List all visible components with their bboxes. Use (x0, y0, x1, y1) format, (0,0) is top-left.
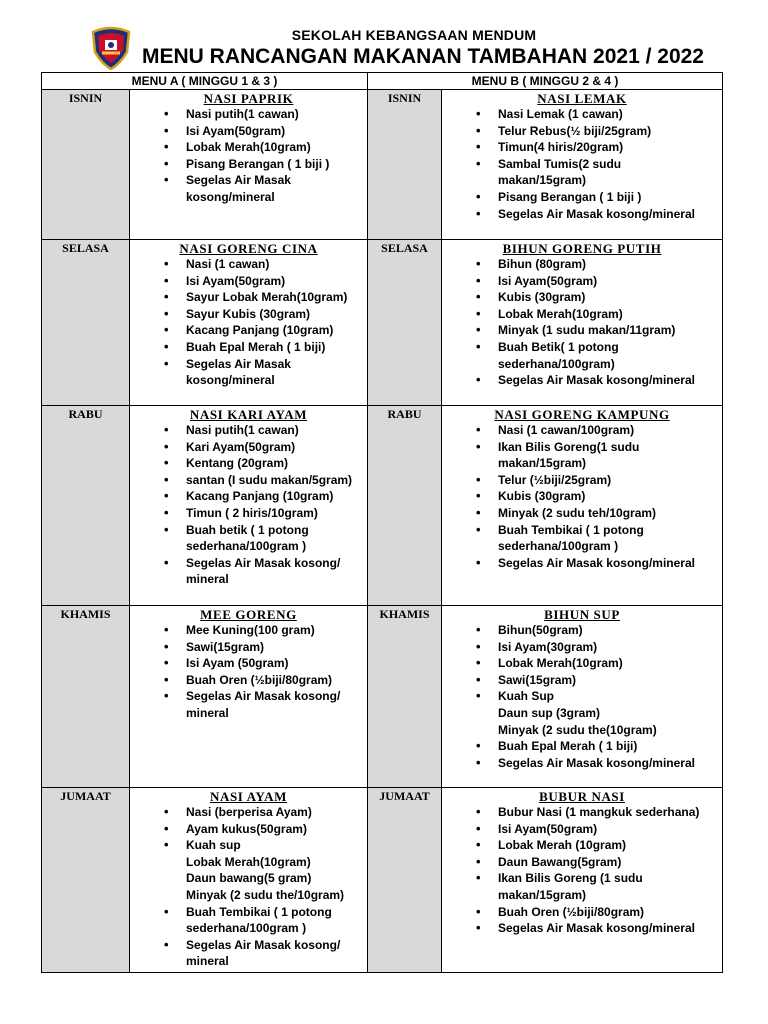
ingredient-item: • Sawi(15gram) (186, 639, 363, 656)
day-label: ISNIN (368, 90, 442, 240)
dish-name: BUBUR NASI (539, 789, 625, 804)
ingredient-item: • Isi Ayam(50gram) (186, 123, 363, 140)
school-name: SEKOLAH KEBANGSAAN MENDUM (291, 27, 537, 43)
menu-row (42, 788, 723, 973)
ingredient-item: • Kacang Panjang (10gram) (186, 488, 363, 505)
menu-row (42, 606, 723, 788)
ingredient-item: • Ikan Bilis Goreng (1 sudu (498, 870, 718, 887)
dish-name: NASI GORENG KAMPUNG (494, 407, 670, 422)
ingredient-item: • Kari Ayam(50gram) (186, 439, 363, 456)
ingredient-item: • Telur (½biji/25gram) (498, 472, 718, 489)
ingredient-item: • Segelas Air Masak kosong/mineral (498, 755, 718, 772)
ingredient-item: kosong/mineral (186, 189, 275, 204)
ingredient-list (134, 106, 363, 206)
dish-name: BIHUN SUP (544, 607, 620, 622)
ingredient-item: • santan (I sudu makan/5gram) (186, 472, 363, 489)
ingredient-item: Daun sup (3gram) (498, 705, 601, 720)
menu-a-cell (130, 788, 368, 973)
ingredient-item: • Segelas Air Masak kosong/mineral (498, 555, 718, 572)
ingredient-item: • Sayur Lobak Merah(10gram) (186, 289, 363, 306)
ingredient-item: • Lobak Merah (10gram) (498, 837, 718, 854)
day-label: ISNIN (42, 90, 130, 240)
ingredient-list (446, 422, 718, 571)
ingredient-item: • Sambal Tumis(2 sudu (498, 156, 718, 173)
ingredient-item: • Timun ( 2 hiris/10gram) (186, 505, 363, 522)
ingredient-item: • Kuah sup (186, 837, 363, 854)
ingredient-item: • Segelas Air Masak kosong/ (186, 937, 363, 954)
dish-name: NASI AYAM (209, 789, 288, 804)
ingredient-item: • Sayur Kubis (30gram) (186, 306, 363, 323)
menu-a-cell (130, 606, 368, 788)
ingredient-item: • Isi Ayam(50gram) (498, 821, 718, 838)
ingredient-list (446, 106, 718, 222)
ingredient-list (446, 804, 718, 937)
ingredient-item: • Segelas Air Masak kosong/ (186, 688, 363, 705)
ingredient-item: • Nasi putih(1 cawan) (186, 422, 363, 439)
ingredient-item: • Segelas Air Masak (186, 172, 363, 189)
menu-a-cell (130, 90, 368, 240)
ingredient-item: • Segelas Air Masak kosong/mineral (498, 920, 718, 937)
ingredient-item: • Daun Bawang(5gram) (498, 854, 718, 871)
menu-b-cell (442, 406, 723, 606)
ingredient-item: • Kacang Panjang (10gram) (186, 322, 363, 339)
menu-a-cell (130, 240, 368, 406)
dish-name: NASI GORENG CINA (179, 241, 318, 256)
ingredient-item: kosong/mineral (186, 373, 275, 388)
ingredient-item: makan/15gram) (498, 887, 587, 902)
day-label: RABU (368, 406, 442, 606)
ingredient-item: • Nasi (1 cawan/100gram) (498, 422, 718, 439)
ingredient-item: • Buah Tembikai ( 1 potong (498, 522, 718, 539)
menu-row (42, 90, 723, 240)
ingredient-item: • Segelas Air Masak kosong/mineral (498, 206, 718, 223)
ingredient-item: Daun bawang(5 gram) (186, 871, 312, 886)
menu-row (42, 406, 723, 606)
ingredient-list (446, 622, 718, 771)
dish-name: NASI KARI AYAM (189, 407, 308, 422)
day-label: RABU (42, 406, 130, 606)
ingredient-item: • Buah Epal Merah ( 1 biji) (186, 339, 363, 356)
ingredient-item: • Timun(4 hiris/20gram) (498, 139, 718, 156)
menu-b-cell (442, 606, 723, 788)
ingredient-item: • Bubur Nasi (1 mangkuk sederhana) (498, 804, 718, 821)
menu-row (42, 240, 723, 406)
day-label: SELASA (42, 240, 130, 406)
ingredient-item: Minyak (2 sudu the(10gram) (498, 722, 657, 737)
ingredient-item: • Kuah Sup (498, 688, 718, 705)
ingredient-list (134, 622, 363, 722)
ingredient-item: • Minyak (1 sudu makan/11gram) (498, 322, 718, 339)
ingredient-item: • Buah Oren (½biji/80gram) (186, 672, 363, 689)
ingredient-item: • Buah betik ( 1 potong (186, 522, 363, 539)
ingredient-item: mineral (186, 705, 229, 720)
ingredient-item: • Kentang (20gram) (186, 455, 363, 472)
ingredient-item: • Buah Oren (½biji/80gram) (498, 904, 718, 921)
ingredient-item: • Isi Ayam(30gram) (498, 639, 718, 656)
ingredient-item: • Mee Kuning(100 gram) (186, 622, 363, 639)
ingredient-item: • Segelas Air Masak (186, 356, 363, 373)
page-title: MENU RANCANGAN MAKANAN TAMBAHAN 2021 / 2022 (141, 45, 704, 68)
menu-b-cell (442, 788, 723, 973)
ingredient-item: • Bihun (80gram) (498, 256, 718, 273)
ingredient-item: • Lobak Merah(10gram) (498, 306, 718, 323)
ingredient-item: • Minyak (2 sudu teh/10gram) (498, 505, 718, 522)
menu-b-cell (442, 240, 723, 406)
ingredient-item: • Ayam kukus(50gram) (186, 821, 363, 838)
ingredient-list (134, 422, 363, 588)
ingredient-item: • Isi Ayam (50gram) (186, 655, 363, 672)
ingredient-item: • Sawi(15gram) (498, 672, 718, 689)
ingredient-item: makan/15gram) (498, 456, 587, 471)
ingredient-item: • Isi Ayam(50gram) (186, 273, 363, 290)
ingredient-item: • Buah Epal Merah ( 1 biji) (498, 738, 718, 755)
ingredient-item: sederhana/100gram ) (498, 539, 619, 554)
ingredient-item: Minyak (2 sudu the/10gram) (186, 887, 345, 902)
dish-name: NASI LEMAK (537, 91, 627, 106)
ingredient-item: • Buah Tembikai ( 1 potong (186, 904, 363, 921)
day-label: SELASA (368, 240, 442, 406)
ingredient-list (446, 256, 718, 389)
ingredient-item: • Nasi Lemak (1 cawan) (498, 106, 718, 123)
ingredient-item: • Bihun(50gram) (498, 622, 718, 639)
dish-name: BIHUN GORENG PUTIH (502, 241, 662, 256)
ingredient-item: • Segelas Air Masak kosong/mineral (498, 372, 718, 389)
ingredient-item: • Nasi (1 cawan) (186, 256, 363, 273)
menu-b-cell (442, 90, 723, 240)
ingredient-item: sederhana/100gram) (498, 356, 615, 371)
ingredient-item: • Pisang Berangan ( 1 biji ) (498, 189, 718, 206)
ingredient-item: • Isi Ayam(50gram) (498, 273, 718, 290)
menu-b-header: MENU B ( MINGGU 2 & 4 ) (368, 73, 723, 90)
ingredient-item: • Buah Betik( 1 potong (498, 339, 718, 356)
ingredient-item: mineral (186, 954, 229, 969)
ingredient-item: mineral (186, 572, 229, 587)
ingredient-item: • Kubis (30gram) (498, 488, 718, 505)
day-label: KHAMIS (42, 606, 130, 788)
ingredient-item: sederhana/100gram ) (186, 921, 307, 936)
ingredient-list (134, 256, 363, 389)
ingredient-item: • Telur Rebus(½ biji/25gram) (498, 123, 718, 140)
day-label: JUMAAT (368, 788, 442, 973)
ingredient-item: • Ikan Bilis Goreng(1 sudu (498, 439, 718, 456)
day-label: JUMAAT (42, 788, 130, 973)
ingredient-item: • Lobak Merah(10gram) (186, 139, 363, 156)
dish-name: NASI PAPRIK (203, 91, 294, 106)
ingredient-item: • Lobak Merah(10gram) (498, 655, 718, 672)
page-header (0, 0, 768, 72)
ingredient-item: • Segelas Air Masak kosong/ (186, 555, 363, 572)
ingredient-item: • Pisang Berangan ( 1 biji ) (186, 156, 363, 173)
menu-a-header: MENU A ( MINGGU 1 & 3 ) (42, 73, 368, 90)
ingredient-list (134, 804, 363, 970)
day-label: KHAMIS (368, 606, 442, 788)
menu-table (41, 72, 723, 973)
menu-table-header (42, 73, 723, 90)
menu-a-cell (130, 406, 368, 606)
ingredient-item: • Kubis (30gram) (498, 289, 718, 306)
ingredient-item: • Nasi (berperisa Ayam) (186, 804, 363, 821)
ingredient-item: makan/15gram) (498, 173, 587, 188)
ingredient-item: sederhana/100gram ) (186, 539, 307, 554)
ingredient-item: • Nasi putih(1 cawan) (186, 106, 363, 123)
dish-name: MEE GORENG (200, 607, 297, 622)
ingredient-item: Lobak Merah(10gram) (186, 854, 311, 869)
